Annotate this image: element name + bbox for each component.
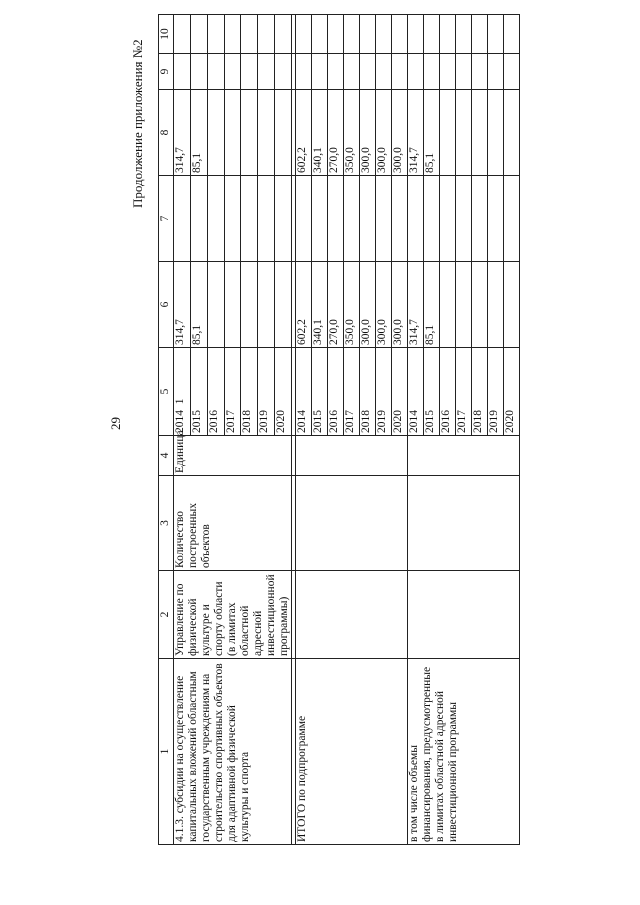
header-row [159,15,174,845]
year-cell: 2019 [376,348,392,436]
value-cell [296,176,312,262]
value-cell [241,90,258,176]
value-cell: 300,0 [376,262,392,348]
indicator-value: 1 [174,398,186,405]
value-cell [207,90,224,176]
value-cell [275,176,292,262]
rotated-table-wrapper [158,15,630,845]
value-cell [408,176,424,262]
annex-title: Продолжение приложения №2 [130,39,145,208]
value-cell [440,54,456,90]
total-label: ИТОГО по подпрограмме [296,659,408,845]
year-cell: 2014 [296,348,312,436]
value-cell [456,15,472,54]
item-description: 4.1.3. субсидии на осуществление капитальных вложений областным государственным учреждениям на строительство спортивных объектов для адаптивной физической культуры и спорта [174,659,292,845]
value-cell [408,54,424,90]
value-cell [190,15,207,54]
value-cell [190,176,207,262]
value-cell [488,176,504,262]
value-cell [360,176,376,262]
value-cell [376,54,392,90]
value-cell [224,15,241,54]
value-cell [296,15,312,54]
value-cell [258,262,275,348]
value-cell [174,176,191,262]
program-table [158,14,520,845]
value-cell [241,54,258,90]
value-cell [258,176,275,262]
empty-cell [408,571,520,659]
value-cell [344,176,360,262]
header-cell: 1 [159,659,174,845]
value-cell [376,176,392,262]
year-cell: 2015 [312,348,328,436]
year-cell: 2020 [392,348,408,436]
value-cell [504,262,520,348]
empty-cell [408,476,520,571]
value-cell [488,262,504,348]
empty-cell [408,436,520,476]
value-cell [472,90,488,176]
header-cell: 3 [159,476,174,571]
year-cell: 2016 [328,348,344,436]
value-cell: 314,7 [174,262,191,348]
year-cell: 2014 [408,348,424,436]
year-cell: 2020 [504,348,520,436]
year-cell: 2016 [440,348,456,436]
value-cell [472,54,488,90]
year-cell: 2018 [360,348,376,436]
value-cell: 85,1 [424,90,440,176]
year-cell: 2019 [258,348,275,436]
value-cell: 314,7 [174,90,191,176]
value-cell [360,15,376,54]
value-cell [440,176,456,262]
value-cell [207,262,224,348]
value-cell [258,54,275,90]
value-cell [241,15,258,54]
year-cell: 2017 [344,348,360,436]
value-cell [296,54,312,90]
value-cell: 350,0 [344,90,360,176]
year-cell: 2014 1 [174,348,191,436]
empty-cell [296,571,408,659]
value-cell [376,15,392,54]
value-cell [258,90,275,176]
value-cell [174,15,191,54]
year-cell: 2015 [190,348,207,436]
value-cell [424,15,440,54]
value-cell [408,15,424,54]
page-number: 29 [108,417,123,430]
year-cell: 2020 [275,348,292,436]
value-cell [224,176,241,262]
indicator-name: Количество построенных объектов [174,476,292,571]
value-cell: 300,0 [360,90,376,176]
table-row [408,15,424,845]
value-cell [190,54,207,90]
value-cell [504,90,520,176]
value-cell [328,176,344,262]
header-cell: 10 [159,15,174,54]
unit: Единица [174,436,292,476]
value-cell [456,262,472,348]
value-cell [504,15,520,54]
value-cell [392,15,408,54]
value-cell [275,54,292,90]
value-cell [328,15,344,54]
header-cell: 9 [159,54,174,90]
value-cell: 340,1 [312,90,328,176]
value-cell [424,54,440,90]
responsible-executor: Управление по физической культуре и спорту области (в лимитах областной адресной инвестиционной программы) [174,571,292,659]
year-cell: 2016 [207,348,224,436]
value-cell [312,54,328,90]
value-cell: 270,0 [328,90,344,176]
value-cell: 602,2 [296,90,312,176]
year-cell: 2018 [241,348,258,436]
value-cell [472,262,488,348]
value-cell [440,90,456,176]
value-cell [392,176,408,262]
header-cell: 6 [159,262,174,348]
value-cell: 602,2 [296,262,312,348]
value-cell [472,176,488,262]
value-cell [207,15,224,54]
value-cell [258,15,275,54]
header-cell: 7 [159,176,174,262]
header-cell: 5 [159,348,174,436]
header-cell: 4 [159,436,174,476]
year-cell: 2018 [472,348,488,436]
value-cell: 300,0 [360,262,376,348]
header-cell: 2 [159,571,174,659]
value-cell [241,262,258,348]
year-cell: 2019 [488,348,504,436]
empty-cell [296,476,408,571]
value-cell [275,90,292,176]
subtotal-label: в том числе объемы финансирования, предусмотренные в лимитах областной адресной инвестиционной программы [408,659,520,845]
value-cell [207,54,224,90]
value-cell: 300,0 [376,90,392,176]
value-cell: 85,1 [190,90,207,176]
value-cell [224,262,241,348]
value-cell: 314,7 [408,90,424,176]
value-cell [472,15,488,54]
value-cell: 85,1 [424,262,440,348]
value-cell: 270,0 [328,262,344,348]
value-cell [440,15,456,54]
value-cell [504,176,520,262]
value-cell [392,54,408,90]
value-cell: 300,0 [392,262,408,348]
value-cell: 85,1 [190,262,207,348]
value-cell [312,176,328,262]
value-cell [456,54,472,90]
value-cell [241,176,258,262]
value-cell: 314,7 [408,262,424,348]
year-cell: 2017 [456,348,472,436]
value-cell [275,15,292,54]
value-cell [224,54,241,90]
value-cell [488,90,504,176]
value-cell [488,15,504,54]
value-cell [344,54,360,90]
value-cell [360,54,376,90]
value-cell [328,54,344,90]
value-cell [224,90,241,176]
value-cell: 350,0 [344,262,360,348]
header-cell: 8 [159,90,174,176]
value-cell [312,15,328,54]
value-cell [504,54,520,90]
value-cell [207,176,224,262]
value-cell [488,54,504,90]
table-row [296,15,312,845]
value-cell [456,90,472,176]
table-row [174,15,191,845]
value-cell: 340,1 [312,262,328,348]
empty-cell [296,436,408,476]
value-cell [275,262,292,348]
value-cell [456,176,472,262]
value-cell [344,15,360,54]
value-cell: 300,0 [392,90,408,176]
value-cell [424,176,440,262]
value-cell [440,262,456,348]
year-cell: 2015 [424,348,440,436]
year-cell: 2017 [224,348,241,436]
value-cell [174,54,191,90]
